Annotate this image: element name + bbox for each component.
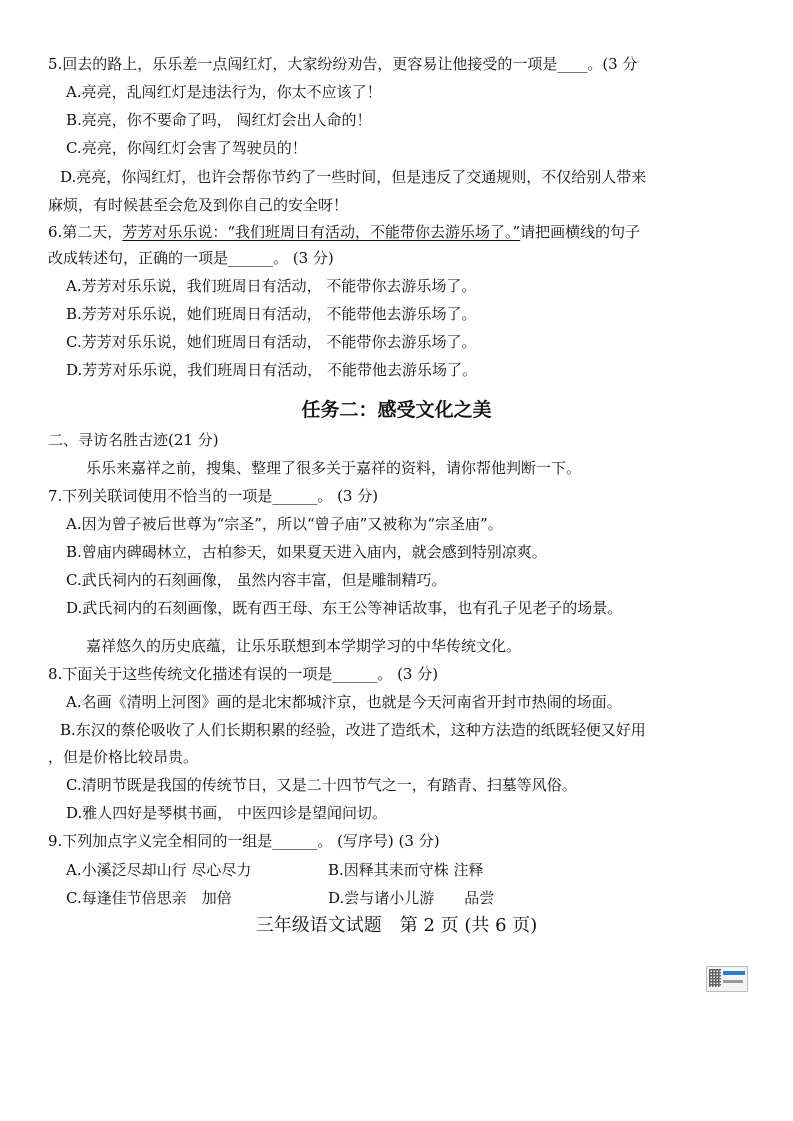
q6-option-a: A.芳芳对乐乐说，我们班周日有活动， 不能带你去游乐场了。 xyxy=(66,277,477,295)
q7-option-b: B.曾庙内碑碣林立，古柏参天，如果夏天进入庙内，就会感到特别凉爽。 xyxy=(66,543,547,561)
q9-option-a: A.小溪泛尽却山行 尽心尽力 xyxy=(66,861,252,879)
section-intro: 乐乐来嘉祥之前，搜集、整理了很多关于嘉祥的资料，请你帮他判断一下。 xyxy=(86,459,582,477)
q7-option-a: A.因为曾子被后世尊为“宗圣”，所以“曾子庙”又被称为“宗圣庙”。 xyxy=(66,515,503,533)
section-heading: 二、寻访名胜古迹(21 分) xyxy=(48,431,219,449)
q8-option-d: D.雅人四好是琴棋书画， 中医四诊是望闻问切。 xyxy=(66,804,388,822)
bridge-text: 嘉祥悠久的历史底蕴，让乐乐联想到本学期学习的中华传统文化。 xyxy=(86,637,522,655)
q6-prefix: 6.第二天， xyxy=(48,223,123,241)
q9-option-b: B.因释其耒而守株 注释 xyxy=(328,861,484,879)
q5-option-c: C.亮亮，你闯红灯会害了驾驶员的！ xyxy=(66,139,307,157)
qr-code-icon xyxy=(709,969,721,987)
q8-option-b-cont: ，但是价格比较昂贵。 xyxy=(48,748,199,766)
task-title: 任务二：感受文化之美 xyxy=(301,399,492,421)
q8-option-a: A.名画《清明上河图》画的是北宋都城汴京，也就是今天河南省开封市热闹的场面。 xyxy=(66,693,622,711)
q9-stem: 9.下列加点字义完全相同的一组是______。 (写序号) (3 分) xyxy=(48,832,440,850)
q8-option-b: B.东汉的蔡伦吸收了人们长期积累的经验，改进了造纸术，这种方法造的纸既轻便又好用 xyxy=(60,721,646,739)
q6-underlined-sentence: 芳芳对乐乐说：“我们班周日有活动，不能带你去游乐场了。” xyxy=(122,223,521,241)
watermark-caption xyxy=(723,980,743,983)
watermark-badge xyxy=(706,966,748,992)
q7-option-c: C.武氏祠内的石刻画像， 虽然内容丰富，但是雕制精巧。 xyxy=(66,571,447,589)
q5-option-a: A.亮亮，乱闯红灯是违法行为，你太不应该了！ xyxy=(66,83,382,101)
q6-suffix: 请把画横线的句子 xyxy=(520,223,641,241)
q6-option-c: C.芳芳对乐乐说，她们班周日有活动， 不能带你去游乐场了。 xyxy=(66,333,477,351)
q6-stem xyxy=(48,222,640,242)
q5-stem: 5.回去的路上，乐乐差一点闯红灯，大家纷纷劝告，更容易让他接受的一项是____。(3 分 xyxy=(48,55,638,73)
q8-stem: 8.下面关于这些传统文化描述有误的一项是______。 (3 分) xyxy=(48,665,439,683)
q9-option-d: D.尝与诸小儿游 品尝 xyxy=(328,889,495,907)
q5-option-b: B.亮亮，你不要命了吗， 闯红灯会出人命的！ xyxy=(66,111,372,129)
q6-option-d: D.芳芳对乐乐说，我们班周日有活动， 不能带他去游乐场了。 xyxy=(66,361,478,379)
q8-option-c: C.清明节既是我国的传统节日，又是二十四节气之一，有踏青、扫墓等风俗。 xyxy=(66,776,577,794)
q5-option-d: D.亮亮，你闯红灯，也许会帮你节约了一些时间，但是违反了交通规则，不仅给别人带来 xyxy=(60,168,647,186)
watermark-logo xyxy=(723,971,745,975)
q6-option-b: B.芳芳对乐乐说，她们班周日有活动， 不能带他去游乐场了。 xyxy=(66,305,477,323)
page-footer: 三年级语文试题 第 2 页 (共 6 页) xyxy=(255,915,538,936)
q7-option-d: D.武氏祠内的石刻画像，既有西王母、东王公等神话故事，也有孔子见老子的场景。 xyxy=(66,599,623,617)
q5-option-d-cont: 麻烦，有时候甚至会危及到你自己的安全呀！ xyxy=(48,196,349,214)
q9-option-c: C.每逢佳节倍思亲 加倍 xyxy=(66,889,232,907)
q7-stem: 7.下列关联词使用不恰当的一项是______。 (3 分) xyxy=(48,487,379,505)
q6-stem-cont: 改成转述句，正确的一项是______。 (3 分) xyxy=(48,249,334,267)
